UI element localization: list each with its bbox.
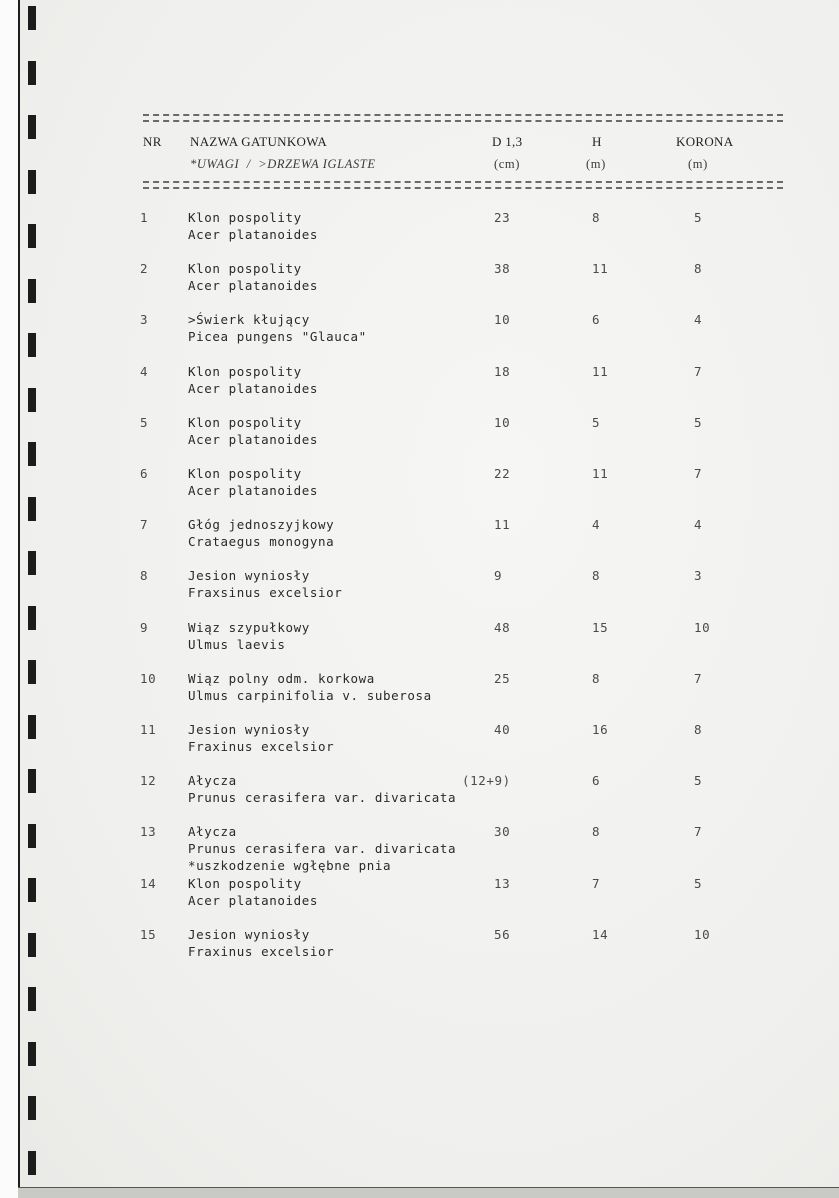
cell-nr: 14: [140, 875, 157, 891]
cell-height: 11: [592, 363, 609, 379]
cell-polish-name: >Świerk kłujący: [188, 312, 310, 328]
cell-crown: 10: [694, 926, 711, 942]
cell-crown: 7: [694, 363, 703, 379]
cell-diameter: 18: [494, 363, 511, 379]
cell-diameter: 48: [494, 619, 511, 635]
cell-nr: 3: [140, 312, 149, 328]
cell-nr: 7: [140, 517, 149, 533]
cell-latin-name: Acer platanoides: [188, 431, 319, 447]
cell-height: 6: [592, 312, 601, 328]
cell-polish-name: Wiąz polny odm. korkowa: [188, 670, 375, 686]
cell-height: 8: [592, 670, 601, 686]
binding-hole: [28, 1151, 36, 1175]
cell-diameter: 10: [494, 414, 511, 430]
cell-polish-name: Klon pospolity: [188, 363, 302, 379]
cell-nr: 6: [140, 466, 149, 481]
cell-polish-name: Jesion wyniosły: [188, 926, 310, 942]
cell-polish-name: Głóg jednoszyjkowy: [188, 517, 335, 533]
cell-latin-name: Crataegus monogyna: [188, 534, 335, 550]
cell-height: 11: [592, 466, 609, 481]
binding-hole: [28, 279, 36, 303]
binding-hole: [28, 551, 36, 575]
cell-nr: 11: [140, 722, 157, 737]
separator-top: [143, 114, 783, 122]
cell-height: 6: [592, 773, 601, 789]
cell-diameter: (12+9): [462, 773, 511, 789]
cell-diameter: 56: [494, 926, 511, 942]
binding-hole: [28, 442, 36, 466]
cell-nr: 8: [140, 568, 149, 584]
col-header-remarks: *UWAGI / >DRZEWA IGLASTE: [190, 157, 376, 171]
binding-hole: [28, 824, 36, 848]
cell-latin-name: Fraxinus excelsior: [188, 739, 335, 754]
cell-latin-name: Acer platanoides: [188, 892, 319, 908]
cell-diameter: 13: [494, 875, 511, 891]
cell-nr: 9: [140, 619, 149, 635]
cell-note: *uszkodzenie wgłębne pnia: [188, 858, 392, 874]
binding-strip: [0, 0, 20, 1198]
cell-latin-name: Fraxsinus excelsior: [188, 585, 343, 601]
cell-polish-name: Klon pospolity: [188, 875, 302, 891]
binding-hole: [28, 606, 36, 630]
cell-nr: 15: [140, 926, 157, 942]
cell-latin-name: Picea pungens "Glauca": [188, 329, 367, 345]
cell-crown: 5: [694, 414, 703, 430]
cell-crown: 3: [694, 568, 703, 584]
cell-height: 5: [592, 414, 601, 430]
cell-latin-name: Fraxinus excelsior: [188, 943, 335, 959]
cell-nr: 13: [140, 824, 157, 840]
cell-diameter: 38: [494, 261, 511, 277]
cell-latin-name: Prunus cerasifera var. divaricata: [188, 841, 457, 857]
separator-header: [143, 181, 783, 189]
cell-height: 8: [592, 210, 601, 225]
cell-height: 15: [592, 619, 609, 635]
cell-polish-name: Ałycza: [188, 773, 237, 789]
binding-hole: [28, 769, 36, 793]
binding-hole: [28, 388, 36, 412]
binding-hole: [28, 115, 36, 139]
cell-crown: 7: [694, 670, 703, 686]
col-header-h: H: [592, 134, 602, 149]
cell-crown: 5: [694, 773, 703, 789]
binding-hole: [28, 878, 36, 902]
cell-polish-name: Jesion wyniosły: [188, 722, 310, 737]
cell-crown: 8: [694, 261, 703, 277]
cell-diameter: 25: [494, 670, 511, 686]
binding-hole: [28, 1042, 36, 1066]
col-header-crown: KORONA: [676, 134, 734, 149]
cell-crown: 5: [694, 875, 703, 891]
binding-hole: [28, 1096, 36, 1120]
cell-height: 8: [592, 824, 601, 840]
binding-hole: [28, 715, 36, 739]
cell-nr: 5: [140, 414, 149, 430]
cell-height: 14: [592, 926, 609, 942]
cell-polish-name: Wiąz szypułkowy: [188, 619, 310, 635]
cell-polish-name: Klon pospolity: [188, 414, 302, 430]
cell-crown: 4: [694, 312, 703, 328]
cell-crown: 5: [694, 210, 703, 225]
cell-diameter: 22: [494, 466, 511, 481]
cell-latin-name: Ulmus carpinifolia v. suberosa: [188, 687, 432, 703]
cell-height: 4: [592, 517, 601, 533]
cell-nr: 2: [140, 261, 149, 277]
binding-hole: [28, 224, 36, 248]
col-header-name: NAZWA GATUNKOWA: [190, 134, 328, 149]
binding-hole: [28, 61, 36, 85]
cell-polish-name: Klon pospolity: [188, 466, 302, 481]
cell-polish-name: Jesion wyniosły: [188, 568, 310, 584]
cell-diameter: 30: [494, 824, 511, 840]
col-header-d: D 1,3: [492, 134, 523, 149]
col-header-h-unit: (m): [586, 157, 606, 171]
cell-height: 16: [592, 722, 609, 737]
cell-diameter: 10: [494, 312, 511, 328]
cell-latin-name: Ulmus laevis: [188, 636, 286, 652]
cell-nr: 1: [140, 210, 149, 225]
col-header-crown-unit: (m): [688, 157, 708, 171]
cell-diameter: 40: [494, 722, 511, 737]
cell-diameter: 11: [494, 517, 511, 533]
binding-hole: [28, 933, 36, 957]
cell-latin-name: Acer platanoides: [188, 227, 319, 242]
cell-polish-name: Klon pospolity: [188, 261, 302, 277]
cell-crown: 4: [694, 517, 703, 533]
cell-nr: 10: [140, 670, 157, 686]
cell-polish-name: Klon pospolity: [188, 210, 302, 225]
cell-height: 8: [592, 568, 601, 584]
cell-crown: 10: [694, 619, 711, 635]
binding-hole: [28, 987, 36, 1011]
cell-latin-name: Acer platanoides: [188, 483, 319, 498]
col-header-nr: NR: [143, 134, 162, 149]
cell-nr: 4: [140, 363, 149, 379]
cell-latin-name: Acer platanoides: [188, 380, 319, 396]
cell-latin-name: Acer platanoides: [188, 278, 319, 294]
cell-latin-name: Prunus cerasifera var. divaricata: [188, 790, 457, 806]
cell-height: 7: [592, 875, 601, 891]
binding-hole: [28, 497, 36, 521]
cell-crown: 8: [694, 722, 703, 737]
cell-height: 11: [592, 261, 609, 277]
cell-nr: 12: [140, 773, 157, 789]
col-header-d-unit: (cm): [494, 157, 520, 171]
cell-crown: 7: [694, 466, 703, 481]
binding-hole: [28, 333, 36, 357]
cell-polish-name: Ałycza: [188, 824, 237, 840]
page-bottom-edge: [18, 1187, 839, 1198]
cell-crown: 7: [694, 824, 703, 840]
cell-diameter: 23: [494, 210, 511, 225]
cell-diameter: 9: [494, 568, 503, 584]
binding-hole: [28, 6, 36, 30]
binding-hole: [28, 660, 36, 684]
binding-hole: [28, 170, 36, 194]
